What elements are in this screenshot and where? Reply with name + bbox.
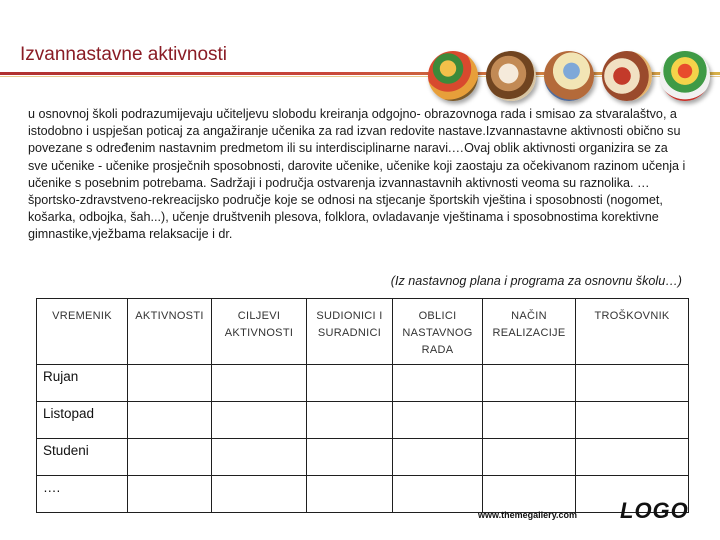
header-nacin: NAČIN REALIZACIJE [483,299,576,365]
header-ciljevi: CILJEVI AKTIVNOSTI [212,299,307,365]
table-cell[interactable] [128,402,212,439]
table-cell[interactable] [212,439,307,476]
header-sudionici: SUDIONICI I SURADNICI [307,299,393,365]
table-cell[interactable] [576,365,689,402]
table-cell[interactable] [483,402,576,439]
header-aktivnosti: AKTIVNOSTI [128,299,212,365]
apple-books-photo [602,51,652,101]
table-cell[interactable] [307,402,393,439]
header-vremenik: VREMENIK [37,299,128,365]
table-cell[interactable] [128,476,212,513]
table-cell[interactable] [576,402,689,439]
table-row [37,365,689,402]
source-citation: (Iz nastavnog plana i programa za osnovnu školu…) [390,274,682,288]
slide-title: Izvannastavne aktivnosti [20,44,228,65]
header-oblici: OBLICI NASTAVNOG RADA [393,299,483,365]
table-cell[interactable] [307,476,393,513]
books-photo [544,51,594,101]
table-row [37,402,689,439]
table-header-row [37,299,689,365]
table-cell[interactable] [128,439,212,476]
activity-plan-table [36,298,689,513]
table-cell[interactable] [212,476,307,513]
table-cell[interactable] [483,439,576,476]
table-cell[interactable] [483,476,576,513]
table-cell[interactable] [393,476,483,513]
intro-paragraph: u osnovnoj školi podrazumijevaju učiteljevu slobodu kreiranja odgojno- obrazovnoga rada i smisao za stvaralaštvo, a istodobno i uspješan poticaj za angažiranje učenika za rad izvan redovite nastave.Izvannastavne aktivnosti obično su povezane s određenim nastavnim predmetom ili su interdisciplinarne naravi.…Ovaj oblik aktivnosti organizira se za sve učenike - učenike prosječnih sposobnosti, darovite učenike, učenike koji zaostaju za očekivanom razinom učenja i učenike s posebnim potrebama. Sadržaji i područja ostvarenja izvannastavnih aktivnosti veoma su raznolika. …športsko-zdravstveno-rekreacijsko područje koje se odnosi na stjecanje športskih vještina i sposobnosti (nogomet, košarka, odbojka, šah...), učenje društvenih plesova, folklora, ovladavanje vještinama i sposobnostima korektivne gimnastike,vježbama relaksacije i dr. [28,107,686,242]
table-cell[interactable] [576,439,689,476]
table-cell[interactable] [128,365,212,402]
header-troskovnik: TROŠKOVNIK [576,299,689,365]
table-cell-month[interactable]: Listopad [37,402,128,439]
table-cell-month[interactable]: …. [37,476,128,513]
table-cell[interactable] [307,365,393,402]
table-cell[interactable] [483,365,576,402]
footer-url: www.themegallery.com [478,510,578,520]
table-cell[interactable] [393,365,483,402]
table-cell-month[interactable]: Studeni [37,439,128,476]
pencils-photo [428,51,478,101]
table-row [37,439,689,476]
table-cell[interactable] [393,402,483,439]
footer-logo: LOGO [620,498,689,523]
table-cell[interactable] [393,439,483,476]
school-supplies-photo [660,51,710,101]
table-cell[interactable] [212,402,307,439]
globe-photo [486,51,536,101]
table-cell-month[interactable]: Rujan [37,365,128,402]
table-cell[interactable] [307,439,393,476]
header-photo-strip [428,48,720,106]
table-cell[interactable] [212,365,307,402]
table-row [37,476,689,513]
